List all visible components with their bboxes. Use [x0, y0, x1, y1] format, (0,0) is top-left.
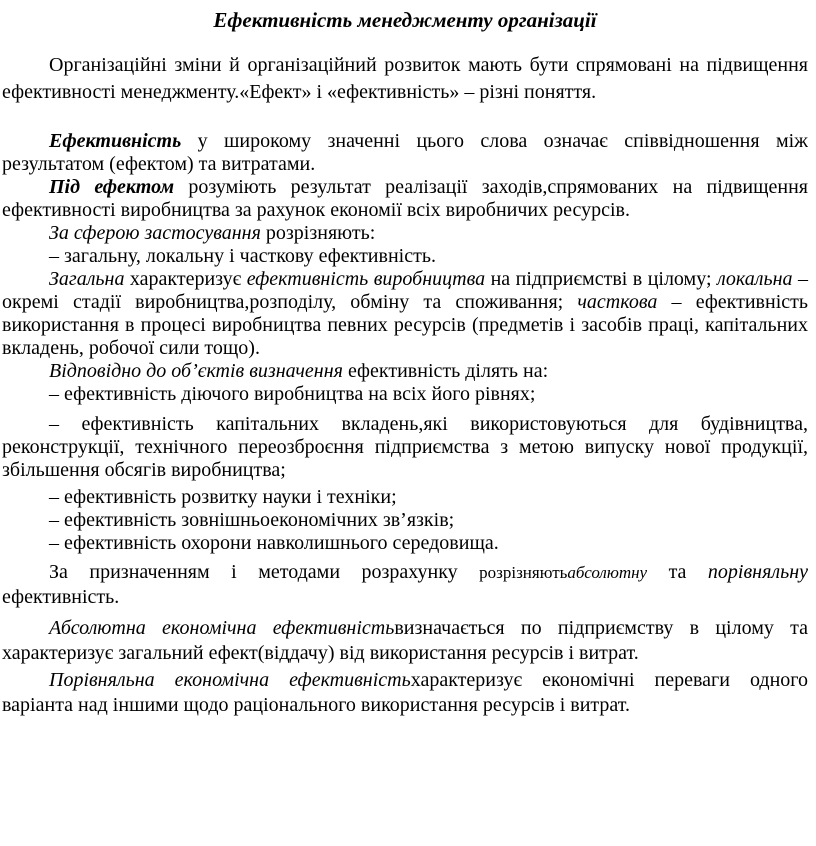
text-run: у широкому значенні цього слова означає співвідношення між результатом (ефектом) та витратами. — [2, 130, 808, 175]
p-bullet-current-production — [2, 383, 808, 406]
p-effectiveness-definition — [2, 130, 808, 176]
text-run: Ефективність — [49, 130, 182, 152]
p-comparative-effectiveness — [2, 668, 808, 718]
text-run: За сферою застосування — [49, 222, 261, 244]
text-run: характеризує — [124, 268, 247, 290]
text-run: та — [647, 561, 708, 583]
text-run: Відповідно до об’єктів визначення — [49, 360, 343, 382]
p-bullet-foreign-economic — [2, 509, 808, 532]
text-run: – загальну, локальну і часткову ефективність. — [49, 245, 436, 267]
text-run: – ефективність капітальних вкладень,які використовуються для будівництва, реконструкції, технічного переозброєння підприємства з метою випуску нової продукції, збільшення обсягів виробництва; — [2, 413, 808, 481]
text-run: розрізняють — [479, 563, 568, 582]
text-run: – ефективність діючого виробництва на всіх його рівнях; — [49, 383, 536, 405]
p-general-local-partial — [2, 268, 808, 360]
text-run: Абсолютна економічна ефективність — [49, 617, 395, 639]
text-run: – ефективність розвитку науки і техніки; — [49, 486, 397, 508]
p-sphere-list-item — [2, 245, 808, 268]
p-sphere-classification — [2, 222, 808, 245]
text-run: розрізняють: — [260, 222, 376, 244]
p-absolute-effectiveness — [2, 616, 808, 666]
p-purpose-methods — [2, 560, 808, 610]
text-run: характеризує економічні переваги одного варіанта над іншими щодо раціонального використання ресурсів і витрат. — [2, 669, 808, 716]
text-run: – окремі стадії виробництва,розподілу, обміну та споживання; — [2, 268, 809, 313]
document-title: Ефективність менеджменту організації — [213, 8, 597, 32]
text-run: ефективність виробництва — [246, 268, 486, 290]
text-run: на підприємстві в цілому; — [485, 268, 717, 290]
text-run: ефективність ділять на: — [342, 360, 549, 382]
text-run: визначається по підприємству в цілому та характеризує загальний ефект(віддачу) від використання ресурсів і витрат. — [2, 617, 808, 664]
text-run: За призначенням і методами розрахунку — [49, 561, 480, 583]
text-run: абсолютну — [567, 563, 648, 582]
text-run: часткова — [577, 291, 658, 313]
p-bullet-capital-investments — [2, 413, 808, 482]
text-run: Загальна — [49, 268, 125, 290]
text-run: – ефективність охорони навколишнього середовища. — [49, 532, 499, 554]
p-org-changes — [2, 52, 808, 106]
p-objects-classification — [2, 360, 808, 383]
p-bullet-science-tech — [2, 486, 808, 509]
p-bullet-environment — [2, 532, 808, 555]
text-run: порівняльну — [707, 561, 808, 583]
text-run: – ефективність використання в процесі виробництва певних ресурсів (предметів і засобів праці, капітальних вкладень, робочої сили тощо). — [2, 291, 808, 359]
document-body — [2, 52, 808, 718]
text-run: Організаційні зміни й організаційний розвиток мають бути спрямовані на підвищення ефективності менеджменту.«Ефект» і «ефективність» – різні поняття. — [2, 54, 808, 103]
p-effect-definition — [2, 176, 808, 222]
text-run: ефективність. — [2, 586, 120, 608]
text-run: розуміють результат реалізації заходів,спрямованих на підвищення ефективності виробництва за рахунок економії всіх виробничих ресурсів. — [2, 176, 808, 221]
text-run: Під ефектом — [49, 176, 175, 198]
text-run: – ефективність зовнішньоекономічних зв’язків; — [49, 509, 455, 531]
text-run: Порівняльна економічна ефективність — [49, 669, 411, 691]
text-run: локальна — [716, 268, 793, 290]
